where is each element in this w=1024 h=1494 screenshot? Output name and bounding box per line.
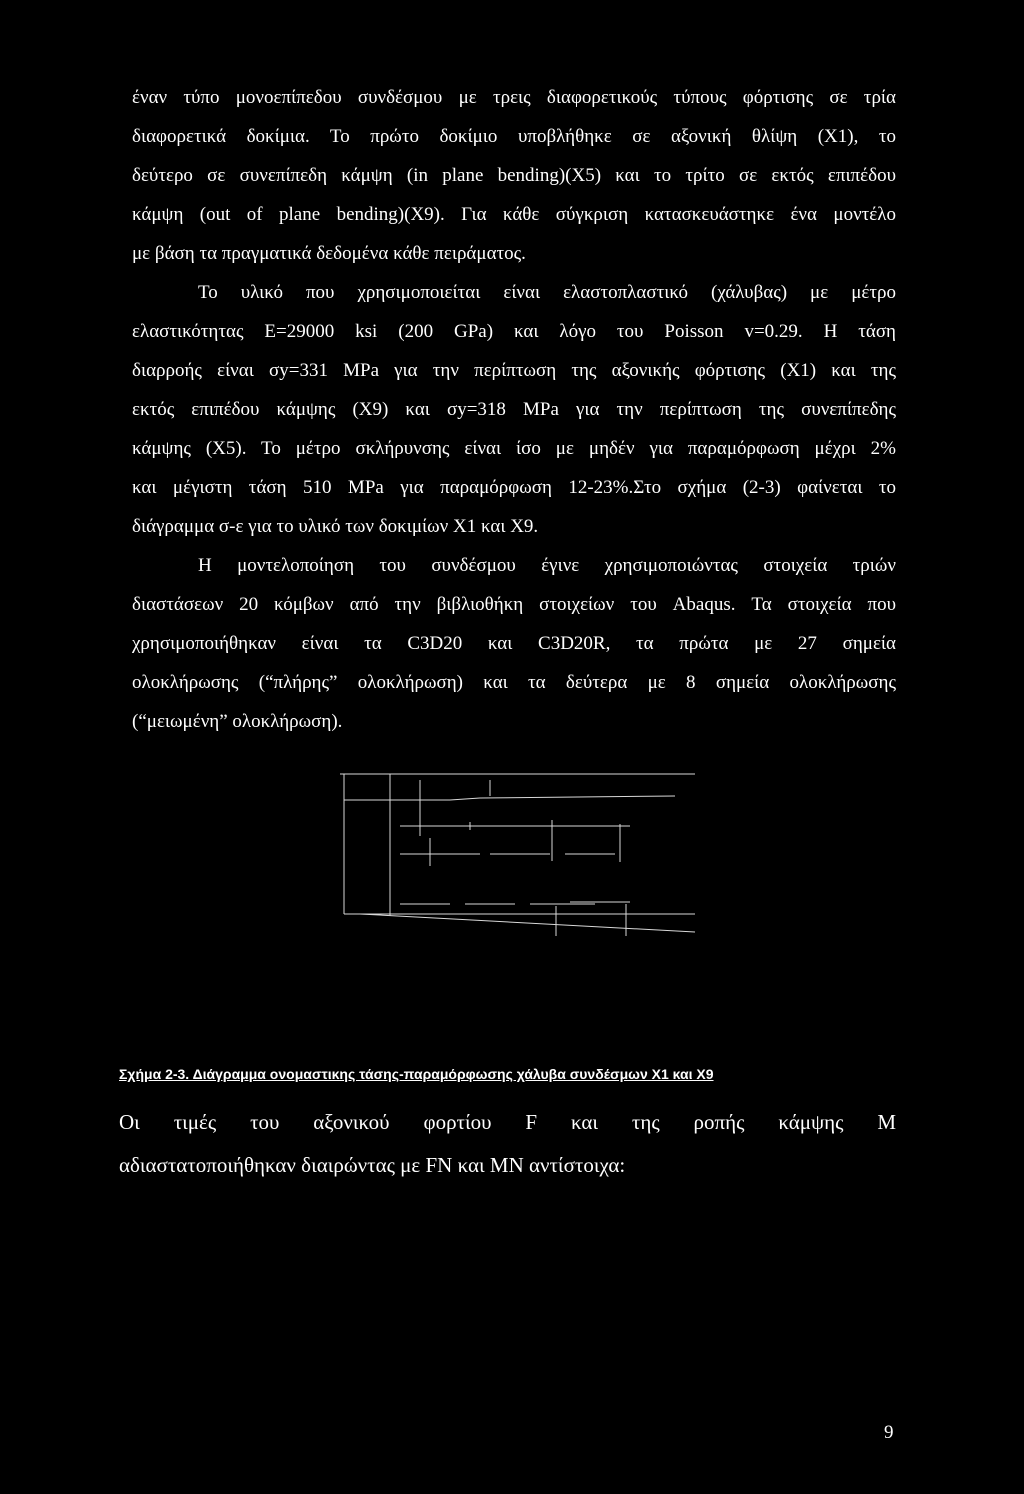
paragraph1-line-4: κάμψη (out of plane bending)(X9). Για κάθε σύγκριση κατασκευάστηκε ένα μοντέλο [132,204,896,225]
paragraph4-line-2: αδιαστατοποιήθηκαν διαιρώντας με FN και MN αντίστοιχα: [119,1153,626,1177]
paragraph2-line-2: ελαστικότητας E=29000 ksi (200 GPa) και λόγο του Poisson v=0.29. Η τάση [132,321,896,342]
page-number: 9 [884,1422,894,1443]
paragraph1-line-1: έναν τύπο μονοεπίπεδου συνδέσμου με τρεις διαφορετικούς τύπους φόρτισης σε τρία [132,87,896,108]
stress-strain-figure [330,766,700,936]
paragraph2-line-4: εκτός επιπέδου κάμψης (Χ9) και σy=318 MPa για την περίπτωση της συνεπίπεδης [132,399,896,420]
paragraph3-line-5: (“μειωμένη” ολοκλήρωση). [132,711,343,732]
paragraph2-line-6: και μέγιστη τάση 510 MPa για παραμόρφωση 12-23%.Στο σχήμα (2-3) φαίνεται το [132,477,896,498]
paragraph3-line-4: ολοκλήρωσης (“πλήρης” ολοκλήρωση) και τα δεύτερα με 8 σημεία ολοκλήρωσης [132,672,896,693]
paragraph1-line-3: δεύτερο σε συνεπίπεδη κάμψη (in plane bending)(X5) και το τρίτο σε εκτός επιπέδου [132,165,896,186]
figure-caption: Σχήμα 2-3. Διάγραμμα ονομαστικης τάσης-παραμόρφωσης χάλυβα συνδέσμων Χ1 και Χ9 [119,1066,714,1082]
paragraph2-line-7: διάγραμμα σ-ε για το υλικό των δοκιμίων Χ1 και Χ9. [132,516,539,537]
paragraph3-line-3: χρησιμοποιήθηκαν είναι τα C3D20 και C3D20R, τα πρώτα με 27 σημεία [132,633,896,654]
paragraph1-line-5: με βάση τα πραγματικά δεδομένα κάθε πειράματος. [132,243,526,264]
paragraph3-line-2: διαστάσεων 20 κόμβων από την βιβλιοθήκη στοιχείων του Abaqus. Τα στοιχεία που [132,594,896,615]
paragraph3-line-1: Η μοντελοποίηση του συνδέσμου έγινε χρησιμοποιώντας στοιχεία τριών [198,555,896,576]
paragraph1-line-2: διαφορετικά δοκίμια. Το πρώτο δοκίμιο υποβλήθηκε σε αξονική θλίψη (Χ1), το [132,126,896,147]
paragraph2-line-5: κάμψης (Χ5). Το μέτρο σκλήρυνσης είναι ίσο με μηδέν για παραμόρφωση μέχρι 2% [132,438,896,459]
paragraph4-line-1: Οι τιμές του αξονικού φορτίου F και της ροπής κάμψης Μ [119,1110,896,1134]
paragraph2-line-1: Το υλικό που χρησιμοποιείται είναι ελαστοπλαστικό (χάλυβας) με μέτρο [198,282,896,303]
paragraph2-line-3: διαρροής είναι σy=331 MPa για την περίπτωση της αξονικής φόρτισης (Χ1) και της [132,360,896,381]
